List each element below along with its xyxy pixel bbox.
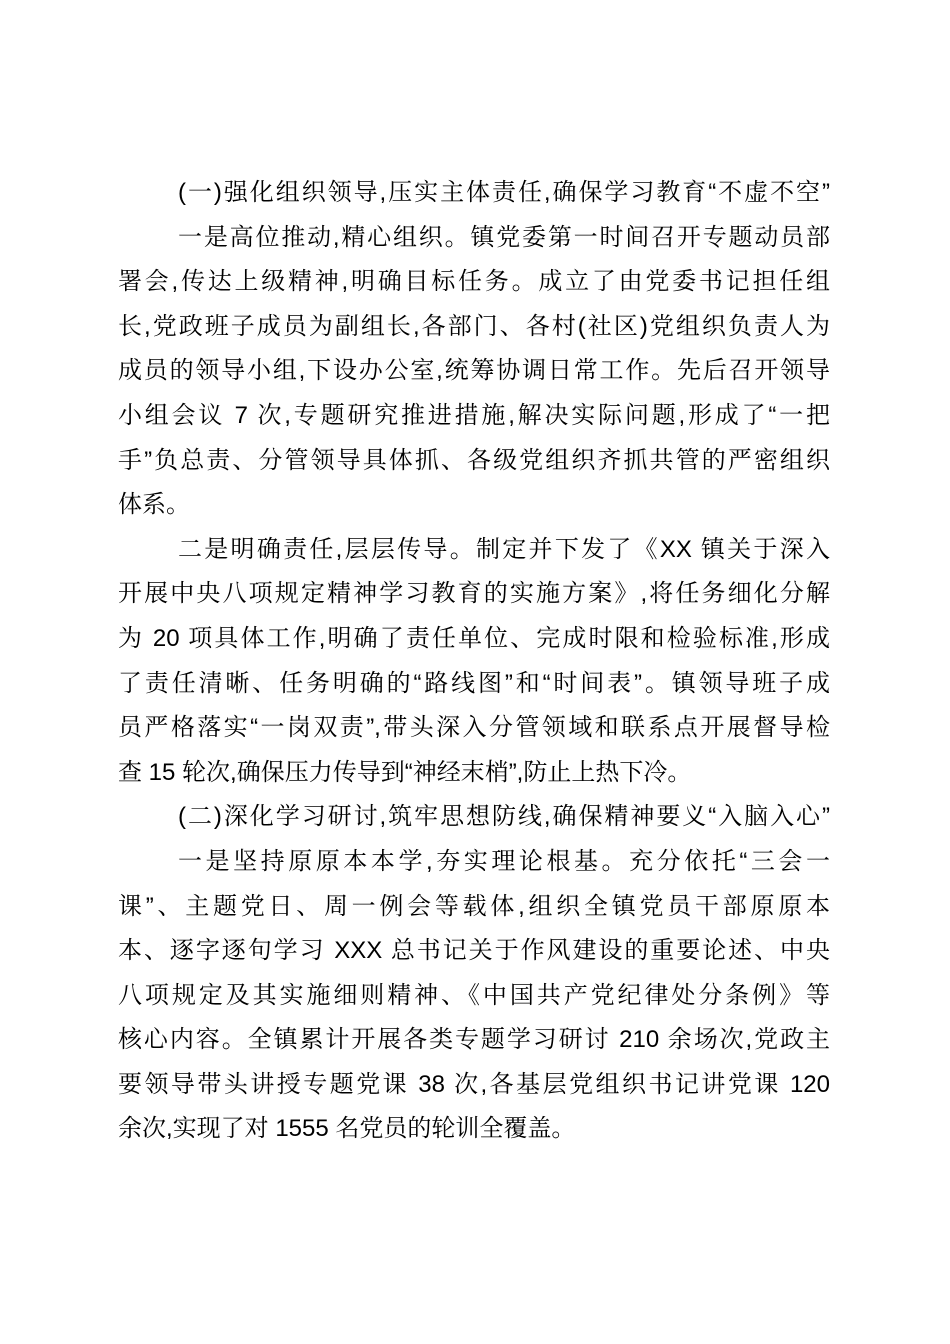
text-line: 八项规定及其实施细则精神、《中国共产党纪律处分条例》等 (118, 981, 830, 1009)
text-line: 了责任清晰、任务明确的“路线图”和“时间表”。镇领导班子成 (118, 669, 830, 697)
text-line: 查 15 轮次,确保压力传导到“神经末梢”,防止上热下冷。 (118, 758, 692, 786)
text-line: 体系。 (118, 491, 190, 519)
document-body (118, 171, 830, 1152)
text-line: 为 20 项具体工作,明确了责任单位、完成时限和检验标准,形成 (118, 624, 830, 652)
text-line: (二)深化学习研讨,筑牢思想防线,确保精神要义“入脑入心” (178, 803, 830, 831)
text-line: 署会,传达上级精神,明确目标任务。成立了由党委书记担任组 (118, 268, 830, 296)
text-line: 核心内容。全镇累计开展各类专题学习研讨 210 余场次,党政主 (118, 1026, 830, 1054)
text-line: 二是明确责任,层层传导。制定并下发了《XX 镇关于深入 (178, 535, 830, 563)
text-line: 成员的领导小组,下设办公室,统筹协调日常工作。先后召开领导 (118, 357, 830, 385)
text-line: 本、逐字逐句学习 XXX 总书记关于作风建设的重要论述、中央 (118, 937, 830, 965)
text-line: 手”负总责、分管领导具体抓、各级党组织齐抓共管的严密组织 (118, 446, 830, 474)
text-line: 开展中央八项规定精神学习教育的实施方案》,将任务细化分解 (118, 580, 830, 608)
text-line: 余次,实现了对 1555 名党员的轮训全覆盖。 (118, 1115, 576, 1143)
text-line: 员严格落实“一岗双责”,带头深入分管领域和联系点开展督导检 (118, 714, 830, 742)
text-line: 长,党政班子成员为副组长,各部门、各村(社区)党组织负责人为 (118, 312, 830, 340)
text-line: 课”、主题党日、周一例会等载体,组织全镇党员干部原原本 (118, 892, 830, 920)
text-line: 一是坚持原原本本学,夯实理论根基。充分依托“三会一 (178, 847, 830, 875)
text-line: (一)强化组织领导,压实主体责任,确保学习教育“不虚不空” (178, 179, 830, 206)
text-line: 小组会议 7 次,专题研究推进措施,解决实际问题,形成了“一把 (118, 401, 830, 429)
text-line: 要领导带头讲授专题党课 38 次,各基层党组织书记讲党课 120 (118, 1070, 830, 1098)
text-line: 一是高位推动,精心组织。镇党委第一时间召开专题动员部 (178, 223, 830, 251)
